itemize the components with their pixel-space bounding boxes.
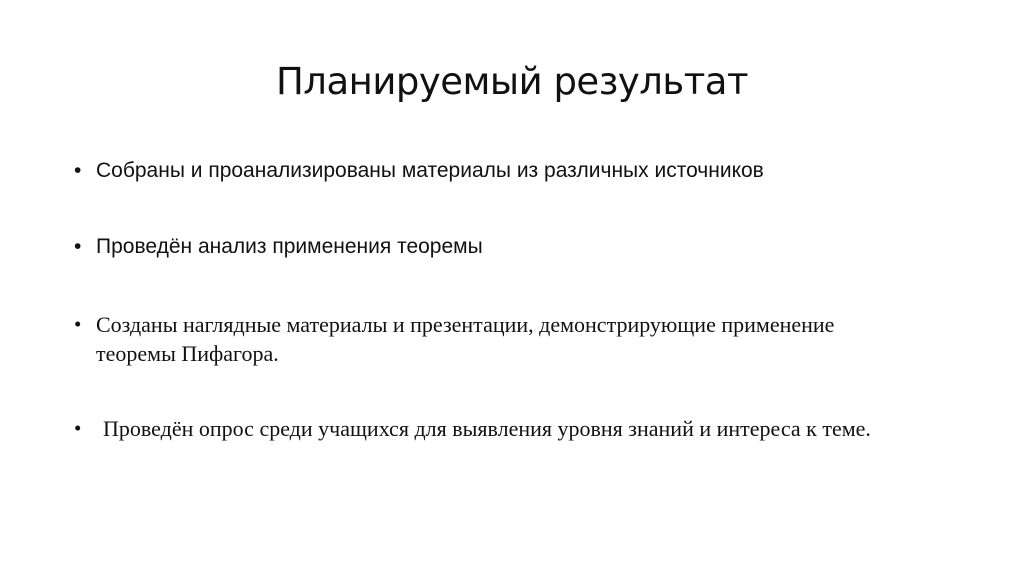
bullet-text: Собраны и проанализированы материалы из различных источников (96, 159, 764, 182)
bullet-text: Проведён анализ применения теоремы (96, 235, 483, 258)
bullet-marker: • (74, 416, 82, 440)
bullet-marker: • (74, 312, 82, 336)
bullet-item (74, 310, 854, 368)
bullet-item (74, 232, 974, 262)
bullet-text: Созданы наглядные материалы и презентации, демонстрирующие применение теоремы Пифагора. (96, 312, 835, 366)
slide-title: Планируемый результат (275, 60, 749, 103)
bullet-text: Проведён опрос среди учащихся для выявления уровня знаний и интереса к теме. (103, 416, 871, 441)
bullet-marker: • (74, 159, 82, 182)
bullet-marker: • (74, 235, 82, 258)
bullet-item (74, 414, 954, 443)
bullet-item (74, 156, 974, 186)
